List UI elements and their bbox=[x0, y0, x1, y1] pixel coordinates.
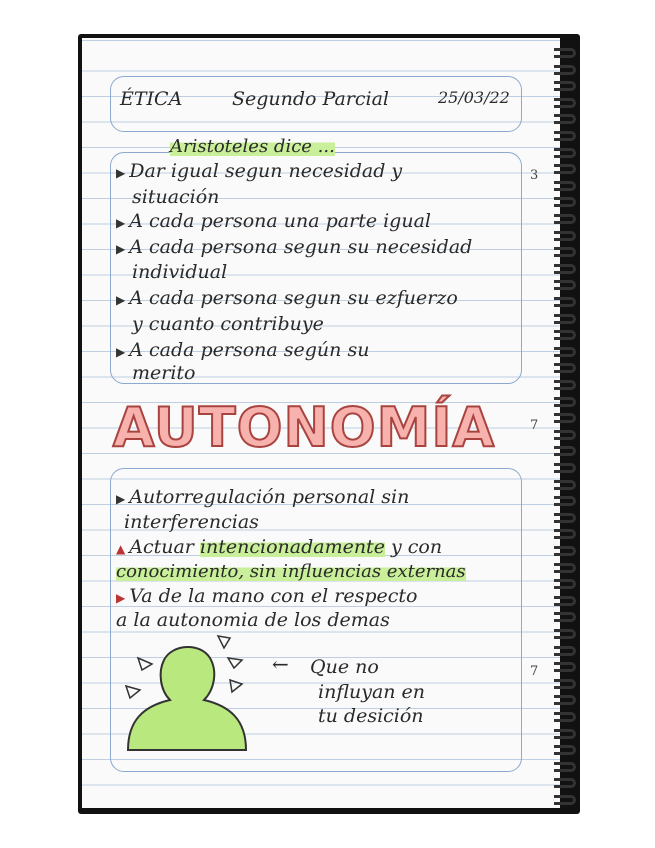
spiral-ring bbox=[554, 513, 576, 523]
spiral-ring bbox=[554, 695, 576, 705]
spiral-ring bbox=[554, 795, 576, 805]
spiral-ring bbox=[554, 330, 576, 340]
triangle-mark-icon bbox=[138, 658, 152, 670]
spiral-ring bbox=[554, 214, 576, 224]
list-item: ▶ A cada persona una parte igual bbox=[116, 210, 431, 232]
list-item: ▶ Autorregulación personal sin bbox=[116, 486, 410, 508]
list-item-cont: a la autonomia de los demas bbox=[116, 609, 390, 631]
list-item-cont: situación bbox=[132, 186, 220, 208]
list-item-cont: merito bbox=[132, 362, 196, 384]
spiral-ring bbox=[554, 48, 576, 58]
spiral-ring bbox=[554, 148, 576, 158]
list-item: ▶ A cada persona segun su necesidad bbox=[116, 236, 473, 258]
spiral-ring bbox=[554, 65, 576, 75]
spiral-ring bbox=[554, 662, 576, 672]
figure-note-line: influyan en bbox=[318, 681, 426, 703]
spiral-ring bbox=[554, 131, 576, 141]
triangle-bullet-icon: ▲ bbox=[116, 542, 126, 556]
triangle-bullet-icon: ▶ bbox=[116, 492, 126, 506]
spiral-ring bbox=[554, 729, 576, 739]
spiral-ring bbox=[554, 679, 576, 689]
spiral-ring bbox=[554, 347, 576, 357]
section-title bbox=[112, 395, 496, 459]
exam-title: Segundo Parcial bbox=[232, 88, 390, 110]
arrow-left-icon: ← bbox=[272, 652, 289, 676]
spiral-ring bbox=[554, 745, 576, 755]
triangle-bullet-icon: ▶ bbox=[116, 216, 126, 230]
spiral-ring bbox=[554, 280, 576, 290]
spiral-ring bbox=[554, 397, 576, 407]
spiral-ring bbox=[554, 778, 576, 788]
spiral-ring bbox=[554, 529, 576, 539]
spiral-ring bbox=[554, 314, 576, 324]
side-tab-mark: 3 bbox=[530, 168, 539, 183]
section-title-text: AUTONOMÍA bbox=[112, 395, 496, 459]
aristotle-intro: Aristoteles dice ... bbox=[170, 136, 335, 157]
spiral-ring bbox=[554, 463, 576, 473]
spiral-ring bbox=[554, 98, 576, 108]
spiral-ring bbox=[554, 81, 576, 91]
spiral-ring bbox=[554, 712, 576, 722]
spiral-ring bbox=[554, 114, 576, 124]
list-item-cont: interferencias bbox=[124, 511, 259, 533]
spiral-binding bbox=[554, 40, 576, 810]
figure-note-line: tu desición bbox=[318, 705, 424, 727]
spiral-ring bbox=[554, 612, 576, 622]
spiral-ring bbox=[554, 413, 576, 423]
spiral-ring bbox=[554, 646, 576, 656]
spiral-ring bbox=[554, 380, 576, 390]
spiral-ring bbox=[554, 197, 576, 207]
spiral-ring bbox=[554, 762, 576, 772]
triangle-mark-icon bbox=[218, 636, 230, 648]
spiral-ring bbox=[554, 563, 576, 573]
spiral-ring bbox=[554, 629, 576, 639]
list-item: ▶ Dar igual segun necesidad y bbox=[116, 160, 403, 182]
spiral-ring bbox=[554, 496, 576, 506]
spiral-ring bbox=[554, 430, 576, 440]
triangle-mark-icon bbox=[228, 658, 242, 668]
spiral-ring bbox=[554, 446, 576, 456]
triangle-bullet-icon: ▶ bbox=[116, 591, 126, 605]
spiral-ring bbox=[554, 247, 576, 257]
triangle-mark-icon bbox=[126, 686, 140, 698]
list-item: ▶ A cada persona segun su ezfuerzo bbox=[116, 287, 458, 309]
date: 25/03/22 bbox=[438, 88, 510, 107]
spiral-ring bbox=[554, 231, 576, 241]
figure-note-line: Que no bbox=[310, 656, 379, 678]
spiral-ring bbox=[554, 546, 576, 556]
subject-title: ÉTICA bbox=[120, 88, 183, 110]
list-item-cont: conocimiento, sin influencias externas bbox=[116, 561, 466, 582]
list-item: ▲ Actuar intencionadamente y con bbox=[116, 536, 443, 558]
list-item-cont: individual bbox=[132, 261, 228, 283]
triangle-bullet-icon: ▶ bbox=[116, 293, 126, 307]
spiral-ring bbox=[554, 181, 576, 191]
spiral-ring bbox=[554, 480, 576, 490]
triangle-bullet-icon: ▶ bbox=[116, 242, 126, 256]
list-item-cont: y cuanto contribuye bbox=[132, 313, 324, 335]
spiral-ring bbox=[554, 297, 576, 307]
spiral-ring bbox=[554, 264, 576, 274]
spiral-ring bbox=[554, 363, 576, 373]
side-tab-mark: 7 bbox=[530, 664, 539, 679]
person-thinking-illustration bbox=[118, 628, 278, 752]
spiral-ring bbox=[554, 164, 576, 174]
side-tab-mark: 7 bbox=[530, 418, 539, 433]
spiral-ring bbox=[554, 579, 576, 589]
spiral-ring bbox=[554, 596, 576, 606]
list-item: ▶ Va de la mano con el respecto bbox=[116, 585, 418, 607]
triangle-bullet-icon: ▶ bbox=[116, 166, 126, 180]
triangle-mark-icon bbox=[230, 680, 242, 692]
list-item: ▶ A cada persona según su bbox=[116, 339, 370, 361]
triangle-bullet-icon: ▶ bbox=[116, 345, 126, 359]
